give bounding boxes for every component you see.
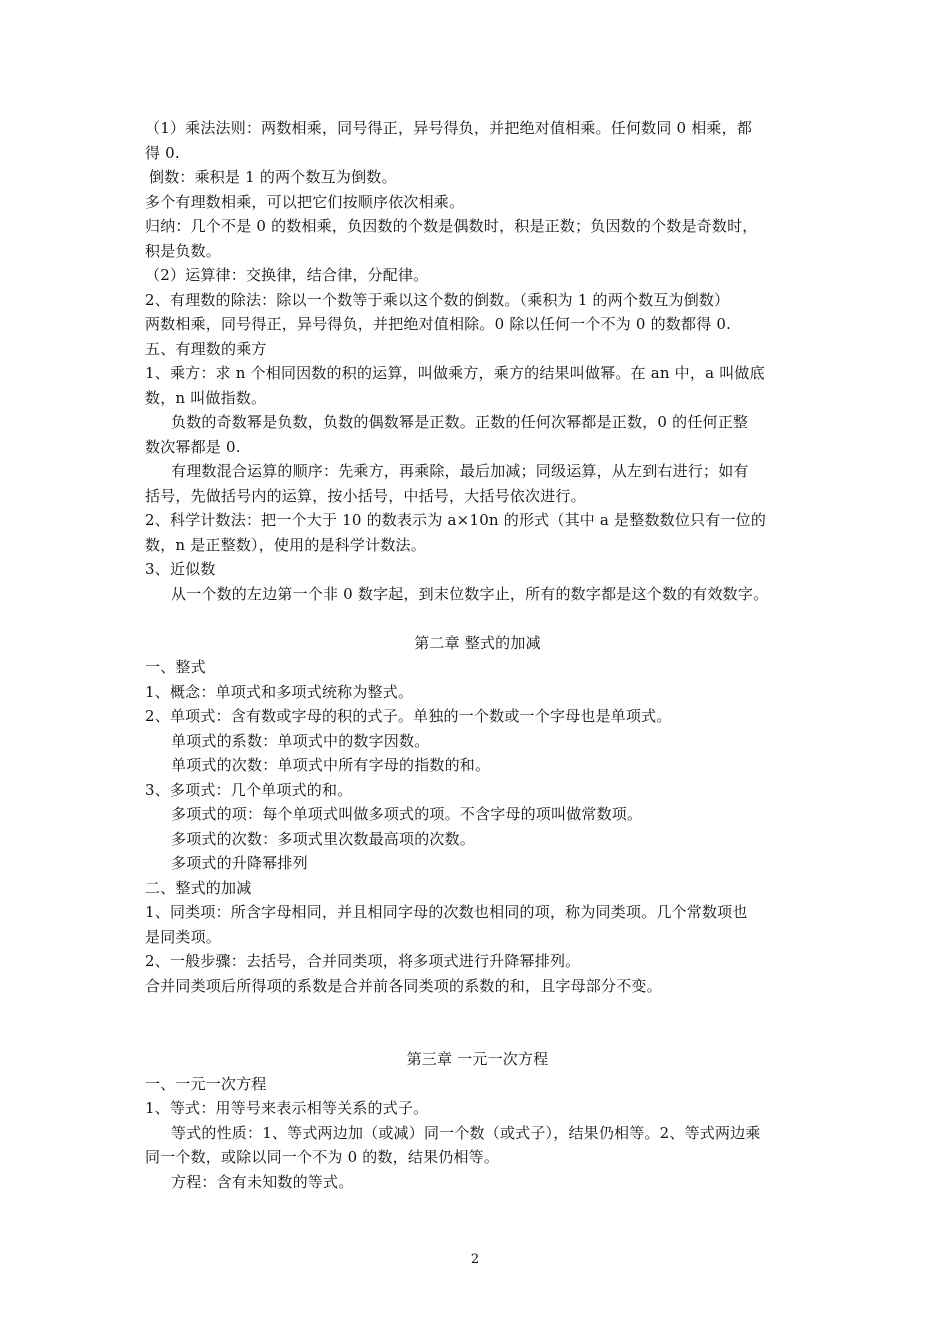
text-line: 数次幂都是 0.: [145, 437, 241, 456]
chapter-heading: 第二章 整式的加减: [414, 633, 541, 652]
text-line: 多个有理数相乘，可以把它们按顺序依次相乘。: [145, 192, 465, 211]
text-line: 数，n 叫做指数。: [145, 388, 267, 407]
text-line: 2、单项式：含有数或字母的积的式子。单独的一个数或一个字母也是单项式。: [145, 707, 672, 725]
text-line: 有理数混合运算的顺序：先乘方，再乘除，最后加减；同级运算，从左到右进行；如有: [171, 462, 749, 480]
text-line: 两数相乘，同号得正，异号得负，并把绝对值相除。0 除以任何一个不为 0 的数都得 0.: [145, 315, 732, 333]
text-line: 2、有理数的除法：除以一个数等于乘以这个数的倒数。（乘积为 1 的两个数互为倒数）: [145, 290, 730, 309]
text-line: 多项式的升降幂排列: [171, 854, 308, 872]
chapter-heading: 第三章 一元一次方程: [406, 1050, 549, 1068]
text-line: 数，n 是正整数），使用的是科学计数法。: [145, 535, 426, 554]
text-line: 二、整式的加减: [145, 878, 252, 897]
text-line: 积是负数。: [145, 241, 222, 260]
text-line: 1、乘方：求 n 个相同因数的积的运算，叫做乘方，乘方的结果叫做幂。在 an 中，a 叫做底: [145, 364, 765, 382]
text-line: 等式的性质：1、等式两边加（或减）同一个数（或式子），结果仍相等。2、等式两边乘: [171, 1123, 761, 1142]
text-line: 是同类项。: [145, 927, 222, 946]
text-line: 一、整式: [145, 658, 206, 676]
text-line: 五、有理数的乘方: [145, 339, 267, 358]
text-line: 单项式的系数：单项式中的数字因数。: [171, 731, 430, 750]
document-body: [145, 116, 810, 1194]
text-line: 归纳：几个不是 0 的数相乘，负因数的个数是偶数时，积是正数；负因数的个数是奇数时，: [145, 217, 758, 235]
text-line: 方程：含有未知数的等式。: [171, 1172, 354, 1191]
text-line: 多项式的项：每个单项式叫做多项式的项。不含字母的项叫做常数项。: [171, 805, 643, 823]
text-line: 同一个数，或除以同一个不为 0 的数，结果仍相等。: [145, 1148, 500, 1166]
text-line: 负数的奇数幂是负数，负数的偶数幂是正数。正数的任何次幂都是正数，0 的任何正整: [171, 413, 749, 431]
text-line: 2、科学计数法：把一个大于 10 的数表示为 a×10n 的形式（其中 a 是整数数位只有一位的: [145, 511, 767, 529]
text-line: 一、一元一次方程: [145, 1074, 267, 1093]
spacer: [145, 606, 810, 631]
text-line: 单项式的次数：单项式中所有字母的指数的和。: [171, 756, 491, 774]
text-line: （1）乘法法则：两数相乘，同号得正，异号得负，并把绝对值相乘。任何数同 0 相乘，都: [145, 119, 753, 137]
text-line: 得 0.: [145, 143, 180, 162]
text-line: 1、等式：用等号来表示相等关系的式子。: [145, 1099, 429, 1117]
page-number: 2: [470, 1252, 480, 1267]
text-line: 1、概念：单项式和多项式统称为整式。: [145, 682, 414, 701]
spacer: [145, 998, 810, 1047]
text-line: 2、一般步骤：去括号，合并同类项，将多项式进行升降幂排列。: [145, 952, 581, 970]
text-line: 从一个数的左边第一个非 0 数字起，到末位数字止，所有的数字都是这个数的有效数字。: [171, 584, 769, 603]
text-line: 1、同类项：所含字母相同，并且相同字母的次数也相同的项，称为同类项。几个常数项也: [145, 903, 748, 921]
text-line: 括号，先做括号内的运算，按小括号，中括号，大括号依次进行。: [145, 486, 586, 505]
text-line: 合并同类项后所得项的系数是合并前各同类项的系数的和，且字母部分不变。: [145, 976, 662, 995]
text-line: （2）运算律：交换律，结合律，分配律。: [145, 266, 429, 284]
text-line: 倒数：乘积是 1 的两个数互为倒数。: [149, 168, 397, 186]
text-line: 3、多项式：几个单项式的和。: [145, 780, 353, 799]
text-line: 3、近似数: [145, 560, 216, 578]
text-line: 多项式的次数：多项式里次数最高项的次数。: [171, 829, 476, 848]
